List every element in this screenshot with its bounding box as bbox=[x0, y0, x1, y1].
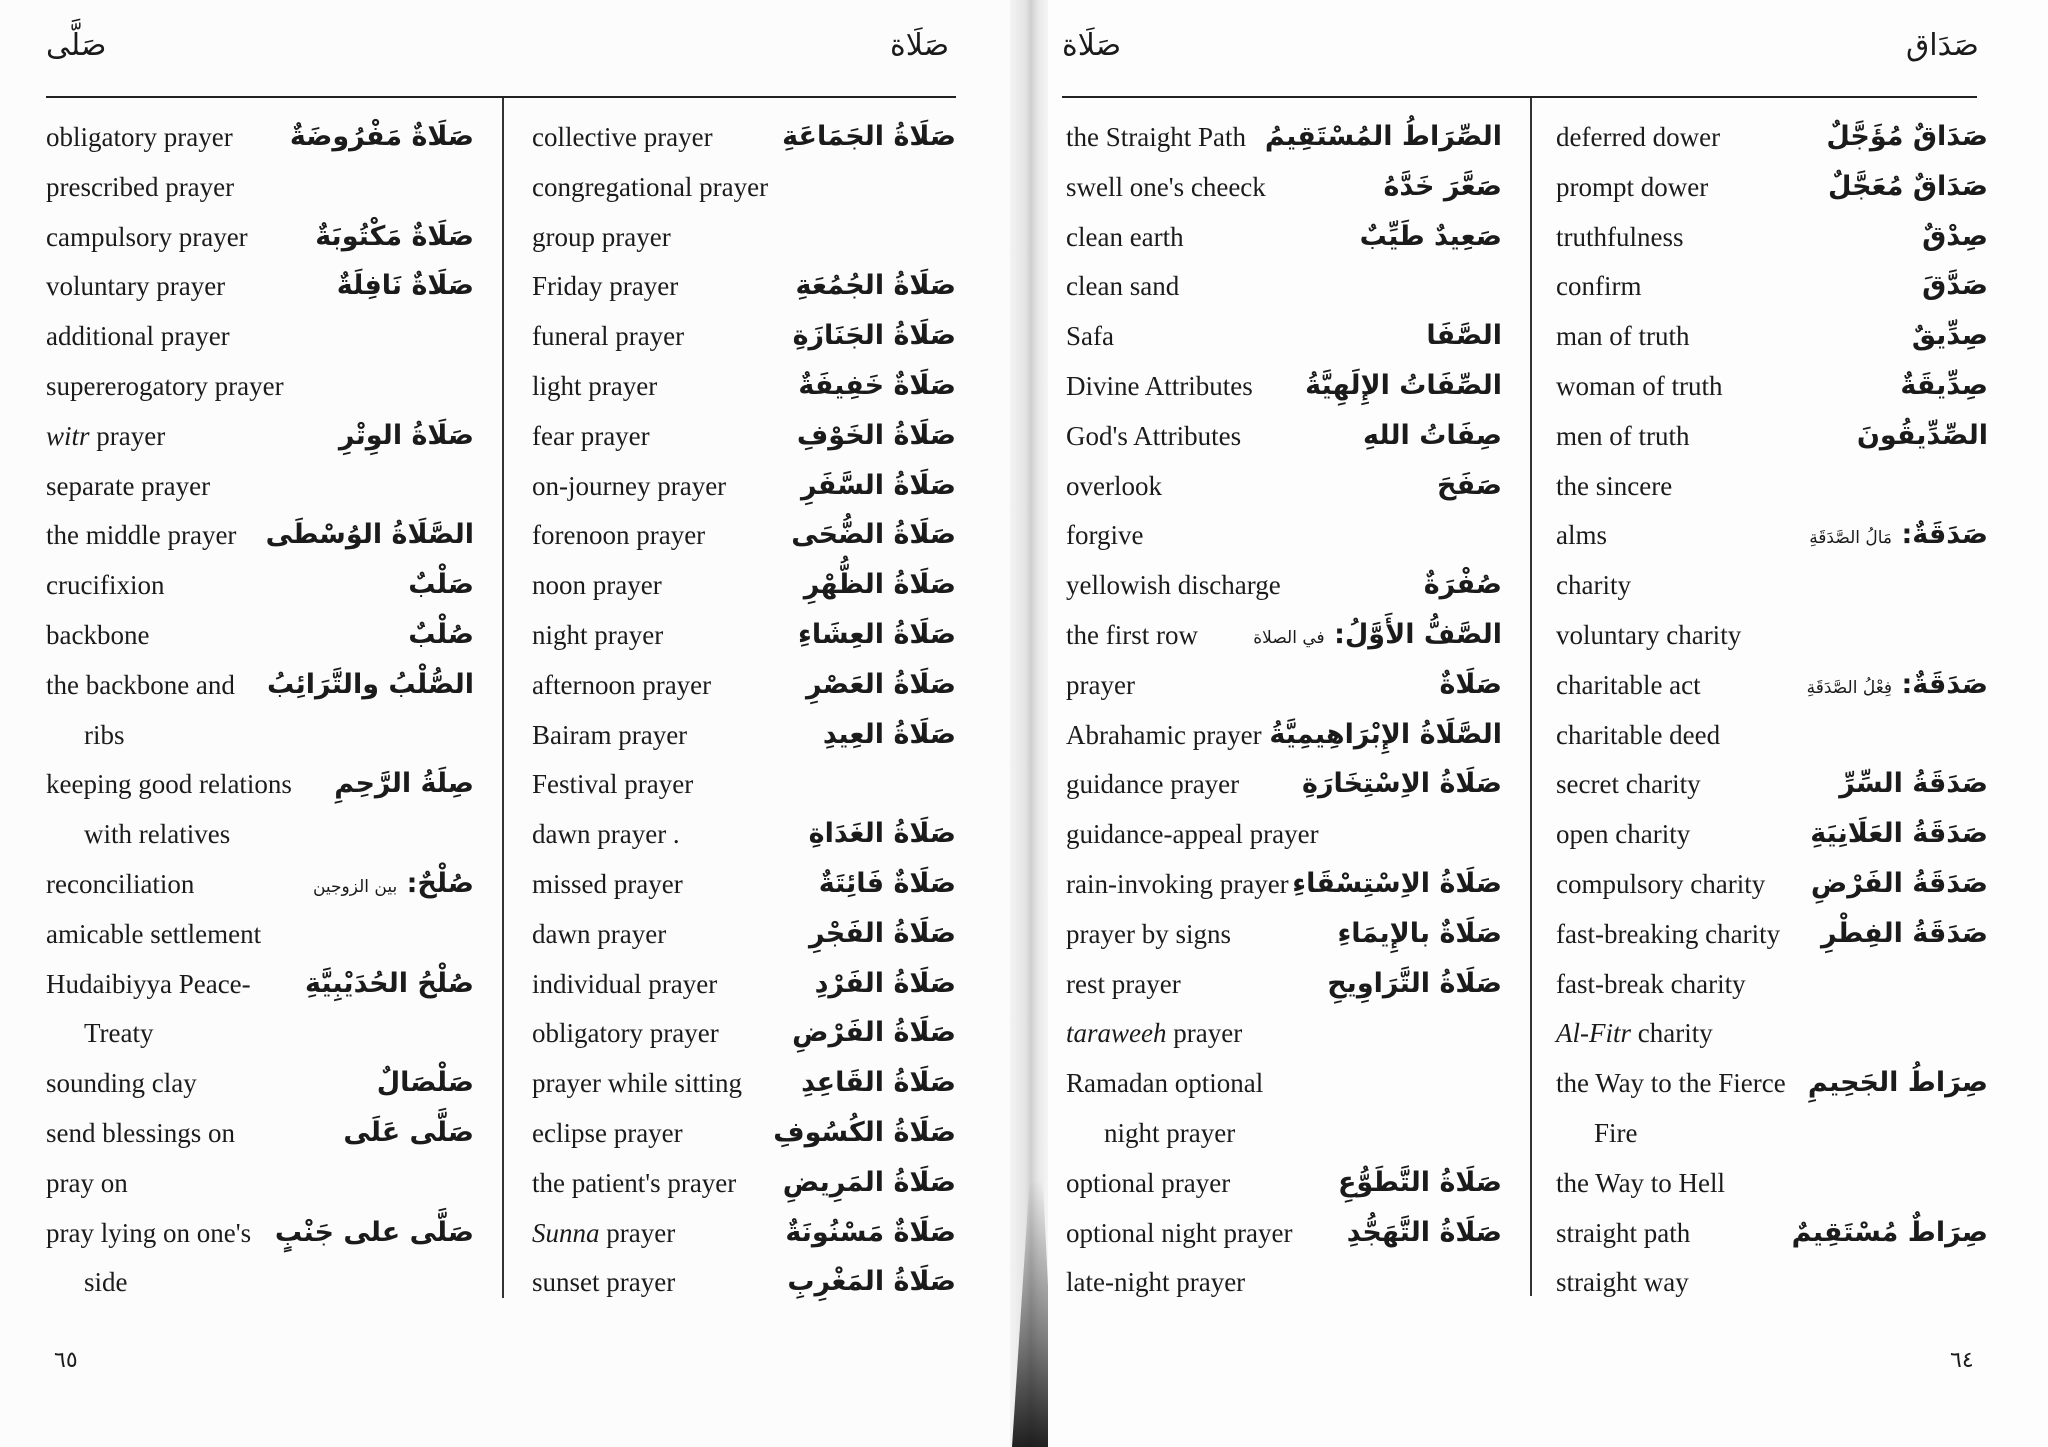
arabic-term: صَلَاةٌ فَائِتَةٌ bbox=[818, 868, 956, 899]
dictionary-entry bbox=[1556, 1265, 1988, 1315]
left-page-number: ٦٥ bbox=[54, 1348, 78, 1373]
english-term: man of truth bbox=[1556, 321, 1690, 352]
english-term: Al-Fitr charity bbox=[1556, 1018, 1713, 1049]
english-term: men of truth bbox=[1556, 420, 1690, 451]
arabic-term: صِدِّيقَةٌ bbox=[1900, 370, 1988, 401]
dictionary-entry bbox=[1066, 917, 1502, 967]
dictionary-entry bbox=[1066, 1216, 1502, 1266]
dictionary-entry bbox=[46, 1216, 474, 1266]
dictionary-entry bbox=[1556, 967, 1988, 1017]
english-term: witr prayer bbox=[46, 420, 166, 451]
english-term: yellowish discharge bbox=[1066, 570, 1281, 601]
arabic-term: صِفَاتُ اللهِ bbox=[1363, 419, 1502, 451]
dictionary-entry bbox=[1556, 1116, 1988, 1166]
english-term: optional night prayer bbox=[1066, 1217, 1293, 1248]
english-term: collective prayer bbox=[532, 122, 713, 152]
arabic-term: صَلَاةُ الفَجْرِ bbox=[808, 917, 956, 949]
dictionary-entry bbox=[532, 369, 956, 419]
english-term: rest prayer bbox=[1066, 968, 1181, 999]
english-term: reconciliation bbox=[46, 869, 195, 899]
dictionary-entry bbox=[1066, 1166, 1502, 1216]
english-term: noon prayer bbox=[532, 570, 662, 601]
dictionary-entry bbox=[1556, 1066, 1988, 1116]
arabic-term: صُلْبٌ bbox=[408, 619, 474, 650]
arabic-term-note: مَالُ الصَّدَقَةِ bbox=[1809, 528, 1893, 549]
arabic-term: صَلَاةٌ مَفْرُوضَةٌ bbox=[289, 121, 474, 152]
arabic-term: صِدِّيقٌ bbox=[1911, 320, 1988, 352]
arabic-term: صَلَاةُ الضُّحَى bbox=[791, 519, 956, 551]
arabic-term: صَدَاقٌ مُؤَجَّلٌ bbox=[1826, 121, 1988, 152]
arabic-term: صَلَاةُ العِيدِ bbox=[822, 718, 956, 750]
dictionary-entry bbox=[46, 518, 474, 568]
arabic-term: صَلَاةُ الجُمُعَةِ bbox=[795, 270, 956, 302]
english-term: prayer while sitting bbox=[532, 1068, 742, 1099]
dictionary-entry bbox=[46, 1016, 474, 1066]
english-term: amicable settlement bbox=[46, 918, 262, 949]
dictionary-entry bbox=[1556, 419, 1988, 469]
dictionary-entry bbox=[1556, 269, 1988, 319]
dictionary-entry bbox=[532, 817, 956, 867]
dictionary-entry bbox=[1556, 718, 1988, 768]
english-term: deferred dower bbox=[1556, 122, 1721, 152]
english-term: Ramadan optional bbox=[1066, 1068, 1264, 1099]
english-term: charitable deed bbox=[1556, 719, 1721, 750]
english-term: congregational prayer bbox=[532, 171, 769, 202]
right-page-header-last-word: صَلَاة bbox=[1062, 28, 1122, 63]
english-term: overlook bbox=[1066, 470, 1162, 501]
dictionary-entry bbox=[532, 1066, 956, 1116]
english-term: God's Attributes bbox=[1066, 420, 1242, 451]
dictionary-entry bbox=[532, 618, 956, 668]
english-term: fast-breaking charity bbox=[1556, 918, 1781, 949]
dictionary-entry bbox=[532, 1216, 956, 1266]
dictionary-entry bbox=[1066, 1116, 1502, 1166]
dictionary-entry bbox=[532, 220, 956, 270]
arabic-term: صَلَّى على جَنْبٍ bbox=[274, 1216, 474, 1248]
dictionary-entry bbox=[46, 170, 474, 220]
dictionary-entry bbox=[1556, 668, 1988, 718]
dictionary-entry bbox=[1066, 1265, 1502, 1315]
dictionary-entry bbox=[1066, 568, 1502, 618]
english-term: Hudaibiyya Peace- bbox=[46, 968, 251, 999]
dictionary-entry bbox=[1066, 817, 1502, 867]
english-term: the Way to Hell bbox=[1556, 1167, 1726, 1198]
arabic-term: الصَّلَاةُ الإِبْرَاهِيمِيَّةُ bbox=[1269, 718, 1502, 750]
arabic-term: صَلَاةٌ بالإِيمَاءِ bbox=[1337, 917, 1502, 949]
dictionary-entry bbox=[1556, 170, 1988, 220]
dictionary-entry bbox=[532, 668, 956, 718]
arabic-term: صَلَاةٌ bbox=[1439, 668, 1502, 700]
arabic-term: صَلَاةُ التَّهَجُّدِ bbox=[1346, 1216, 1502, 1248]
english-term: prayer bbox=[1066, 669, 1135, 700]
english-term: voluntary prayer bbox=[46, 271, 226, 302]
dictionary-entry bbox=[46, 220, 474, 270]
english-term: compulsory charity bbox=[1556, 869, 1766, 899]
english-term: voluntary charity bbox=[1556, 620, 1742, 650]
arabic-headword: صُلْحٌ: bbox=[406, 868, 474, 899]
dictionary-entry bbox=[46, 917, 474, 967]
dictionary-entry bbox=[532, 419, 956, 469]
dictionary-entry bbox=[1066, 518, 1502, 568]
arabic-term: صَدَاقٌ مُعَجَّلٌ bbox=[1828, 170, 1988, 202]
english-term: individual prayer bbox=[532, 968, 718, 999]
dictionary-entry bbox=[1066, 767, 1502, 817]
arabic-term: صَعِيدٌ طَيِّبٌ bbox=[1359, 220, 1502, 252]
english-term: the Way to the Fierce bbox=[1556, 1068, 1786, 1099]
dictionary-entry bbox=[46, 967, 474, 1017]
english-term: guidance-appeal prayer bbox=[1066, 819, 1319, 850]
dictionary-entry bbox=[1556, 1166, 1988, 1216]
dictionary-entry bbox=[1556, 767, 1988, 817]
english-term: side bbox=[84, 1267, 128, 1298]
english-term: prayer by signs bbox=[1066, 918, 1231, 949]
english-term: Festival prayer bbox=[532, 769, 694, 800]
arabic-term: صَدَقَةُ السِّرِّ bbox=[1839, 768, 1988, 800]
dictionary-entry bbox=[532, 469, 956, 519]
english-term: the first row bbox=[1066, 620, 1198, 650]
dictionary-entry bbox=[46, 767, 474, 817]
english-term: optional prayer bbox=[1066, 1167, 1231, 1198]
dictionary-entry bbox=[1556, 469, 1988, 519]
arabic-term: صَعَّرَ خَدَّهُ bbox=[1383, 170, 1502, 202]
dictionary-entry bbox=[46, 1066, 474, 1116]
arabic-term: صَدَقَةُ الفَرْضِ bbox=[1810, 868, 1988, 899]
dictionary-entry bbox=[532, 1016, 956, 1066]
english-term: woman of truth bbox=[1556, 371, 1723, 401]
dictionary-entry bbox=[1556, 369, 1988, 419]
dictionary-entry bbox=[1556, 220, 1988, 270]
arabic-term: صَلَاةُ المَغْرِبِ bbox=[787, 1266, 956, 1298]
arabic-term: صَلَاةُ الغَدَاةِ bbox=[808, 818, 956, 850]
right-page-header-first-word: صَدَاق bbox=[1906, 28, 1979, 63]
left-header-rule bbox=[46, 96, 956, 98]
arabic-term: صَلَاةُ الكُسُوفِ bbox=[773, 1117, 956, 1148]
dictionary-entry bbox=[1556, 1016, 1988, 1066]
arabic-term bbox=[1253, 618, 1502, 655]
dictionary-entry bbox=[46, 419, 474, 469]
english-term: charity bbox=[1556, 570, 1631, 601]
english-term: confirm bbox=[1556, 271, 1642, 302]
english-term: open charity bbox=[1556, 819, 1691, 850]
dictionary-entry bbox=[1066, 718, 1502, 768]
arabic-term: الصُّلْبُ والتَّرَائِبُ bbox=[267, 668, 474, 700]
dictionary-entry bbox=[1066, 867, 1502, 917]
arabic-term: صَلَاةُ الفَرْدِ bbox=[814, 967, 956, 999]
dictionary-entry bbox=[532, 120, 956, 170]
english-term: backbone bbox=[46, 620, 150, 650]
english-term: rain-invoking prayer bbox=[1066, 869, 1289, 899]
dictionary-entry bbox=[532, 518, 956, 568]
dictionary-entry bbox=[1556, 568, 1988, 618]
english-term: light prayer bbox=[532, 371, 658, 401]
arabic-term: صَلَاةٌ نَافِلَةٌ bbox=[336, 270, 474, 302]
dictionary-entry bbox=[532, 1265, 956, 1315]
arabic-term: الصَّفَا bbox=[1426, 320, 1502, 352]
dictionary-entry bbox=[1556, 817, 1988, 867]
dictionary-entry bbox=[532, 967, 956, 1017]
dictionary-entry bbox=[46, 867, 474, 917]
dictionary-entry bbox=[46, 269, 474, 319]
english-term: the middle prayer bbox=[46, 520, 237, 551]
dictionary-entry bbox=[1066, 369, 1502, 419]
english-term: missed prayer bbox=[532, 869, 683, 899]
arabic-term: صَفَحَ bbox=[1437, 469, 1502, 501]
english-term: fast-break charity bbox=[1556, 968, 1746, 999]
arabic-term: صَلَاةُ الاِسْتِسْقَاءِ bbox=[1292, 868, 1502, 899]
arabic-term-note: في الصلاة bbox=[1253, 628, 1325, 648]
arabic-term: صَلَاةُ العَصْرِ bbox=[806, 668, 956, 700]
arabic-term: صُفْرَةٌ bbox=[1423, 569, 1502, 601]
dictionary-entry bbox=[46, 469, 474, 519]
dictionary-entry bbox=[1066, 220, 1502, 270]
english-term: pray lying on one's bbox=[46, 1217, 252, 1248]
dictionary-entry bbox=[532, 568, 956, 618]
arabic-headword: الصَّفُّ الأَوَّلُ: bbox=[1334, 619, 1502, 650]
english-term: the patient's prayer bbox=[532, 1167, 737, 1198]
english-term: late-night prayer bbox=[1066, 1267, 1246, 1298]
dictionary-entry bbox=[46, 1166, 474, 1216]
arabic-term: صَلَاةُ الجَمَاعَةِ bbox=[782, 121, 956, 152]
arabic-term: صَدَّقَ bbox=[1922, 270, 1988, 302]
arabic-term: صَلَاةُ التَّرَاوِيحِ bbox=[1327, 967, 1502, 999]
arabic-term: صَلَاةُ التَّطَوُّعِ bbox=[1337, 1166, 1502, 1198]
right-column-divider bbox=[1530, 98, 1532, 1296]
dictionary-entry bbox=[532, 1166, 956, 1216]
english-term: separate prayer bbox=[46, 470, 211, 501]
english-term: sounding clay bbox=[46, 1068, 197, 1099]
dictionary-entry bbox=[1066, 1066, 1502, 1116]
arabic-term bbox=[1809, 518, 1988, 555]
arabic-term: صَلَاةُ العِشَاءِ bbox=[798, 619, 956, 650]
english-term: dawn prayer bbox=[532, 918, 667, 949]
english-term: obligatory prayer bbox=[46, 122, 233, 152]
english-term: Fire bbox=[1594, 1118, 1638, 1148]
dictionary-entry bbox=[46, 120, 474, 170]
arabic-term: الصِّرَاطُ المُسْتَقِيمُ bbox=[1264, 121, 1502, 152]
english-term: alms bbox=[1556, 520, 1607, 551]
dictionary-entry bbox=[1066, 469, 1502, 519]
dictionary-entry bbox=[1066, 967, 1502, 1017]
arabic-term: صَلَاةٌ مَكْتُوبَةٌ bbox=[315, 220, 474, 252]
english-term: prompt dower bbox=[1556, 171, 1709, 202]
english-term: send blessings on bbox=[46, 1118, 235, 1148]
left-page-header-last-word: صَلَاة bbox=[890, 28, 950, 63]
arabic-term: صَلَاةُ المَرِيضِ bbox=[782, 1166, 956, 1198]
english-term: Divine Attributes bbox=[1066, 371, 1253, 401]
right-header-rule bbox=[1062, 96, 1977, 98]
dictionary-entry bbox=[46, 568, 474, 618]
dictionary-entry bbox=[1556, 518, 1988, 568]
english-term: forenoon prayer bbox=[532, 520, 706, 551]
dictionary-entry bbox=[1066, 120, 1502, 170]
dictionary-entry bbox=[1066, 319, 1502, 369]
arabic-term: صَلَاةُ الخَوْفِ bbox=[796, 419, 956, 451]
english-term: crucifixion bbox=[46, 570, 165, 601]
arabic-term: صَلَاةٌ خَفِيفَةٌ bbox=[798, 370, 956, 401]
dictionary-entry bbox=[532, 269, 956, 319]
english-term: Treaty bbox=[84, 1018, 154, 1049]
arabic-term: صَلَاةٌ مَسْنُونَةٌ bbox=[785, 1216, 956, 1248]
english-term: clean sand bbox=[1066, 271, 1180, 302]
english-term: truthfulness bbox=[1556, 221, 1684, 252]
english-term: group prayer bbox=[532, 221, 671, 252]
arabic-term: صَلَاةُ الظُّهْرِ bbox=[803, 569, 956, 601]
arabic-term: الصِّفَاتُ الإِلَهِيَّةُ bbox=[1305, 370, 1502, 401]
left-column-divider bbox=[502, 98, 504, 1298]
english-term: Friday prayer bbox=[532, 271, 679, 302]
dictionary-entry bbox=[1066, 618, 1502, 668]
dictionary-entry bbox=[532, 917, 956, 967]
dictionary-entry bbox=[46, 369, 474, 419]
arabic-term: صَلَاةُ السَّفَرِ bbox=[800, 469, 956, 501]
english-term: Sunna prayer bbox=[532, 1217, 676, 1248]
english-term: Abrahamic prayer bbox=[1066, 719, 1262, 750]
english-term: prescribed prayer bbox=[46, 171, 235, 202]
english-term: forgive bbox=[1066, 520, 1144, 551]
english-term: straight way bbox=[1556, 1267, 1689, 1298]
arabic-term-note: بين الزوجين bbox=[312, 877, 398, 897]
english-term: the sincere bbox=[1556, 470, 1673, 501]
english-term: with relatives bbox=[84, 819, 231, 850]
arabic-term: صَلْبٌ bbox=[408, 569, 474, 601]
dictionary-entry bbox=[46, 319, 474, 369]
english-term: night prayer bbox=[1104, 1118, 1236, 1148]
dictionary-entry bbox=[532, 1116, 956, 1166]
english-term: Bairam prayer bbox=[532, 719, 688, 750]
english-term: straight path bbox=[1556, 1217, 1691, 1248]
arabic-term: صُلْحُ الحُدَيْبِيَّةِ bbox=[305, 967, 474, 999]
english-term: clean earth bbox=[1066, 221, 1184, 252]
english-term: guidance prayer bbox=[1066, 769, 1240, 800]
dictionary-entry bbox=[46, 1116, 474, 1166]
english-term: night prayer bbox=[532, 620, 664, 650]
dictionary-entry bbox=[1066, 170, 1502, 220]
english-term: additional prayer bbox=[46, 321, 230, 352]
english-term: charitable act bbox=[1556, 669, 1701, 700]
arabic-term: صَلَاةُ القَاعِدِ bbox=[801, 1067, 956, 1099]
right-page-number: ٦٤ bbox=[1950, 1348, 1974, 1373]
arabic-term bbox=[313, 867, 474, 904]
english-term: taraweeh prayer bbox=[1066, 1018, 1243, 1049]
dictionary-entry bbox=[532, 319, 956, 369]
arabic-term: الصِّدِّيقُونَ bbox=[1856, 419, 1988, 451]
english-term: supererogatory prayer bbox=[46, 371, 284, 401]
arabic-term: صَدَقَةُ العَلَانِيَةِ bbox=[1810, 818, 1988, 850]
english-term: pray on bbox=[46, 1167, 128, 1198]
english-term: the backbone and bbox=[46, 669, 235, 700]
arabic-headword: صَدَقَةٌ: bbox=[1901, 519, 1988, 551]
dictionary-entry bbox=[1556, 120, 1988, 170]
dictionary-entry bbox=[532, 718, 956, 768]
english-term: obligatory prayer bbox=[532, 1018, 719, 1049]
arabic-term: صَلَاةُ الاِسْتِخَارَةِ bbox=[1302, 768, 1502, 800]
dictionary-entry bbox=[1066, 419, 1502, 469]
arabic-headword: صَدَقَةٌ: bbox=[1901, 668, 1988, 700]
english-term: afternoon prayer bbox=[532, 669, 712, 700]
english-term: fear prayer bbox=[532, 420, 650, 451]
dictionary-entry bbox=[1556, 917, 1988, 967]
english-term: campulsory prayer bbox=[46, 221, 248, 252]
left-page-header-first-word: صَلَّى bbox=[46, 28, 107, 63]
english-term: ribs bbox=[84, 719, 125, 750]
arabic-term: صِرَاطٌ مُسْتَقِيمٌ bbox=[1791, 1216, 1988, 1248]
english-term: secret charity bbox=[1556, 769, 1701, 800]
dictionary-entry bbox=[1066, 1016, 1502, 1066]
arabic-term: صِرَاطُ الجَحِيمِ bbox=[1807, 1067, 1988, 1099]
arabic-term: صِلَةُ الرَّحِمِ bbox=[334, 768, 474, 800]
english-term: eclipse prayer bbox=[532, 1118, 683, 1148]
dictionary-entry bbox=[1556, 618, 1988, 668]
arabic-term: صَدَقَةُ الفِطْرِ bbox=[1820, 917, 1988, 949]
dictionary-entry bbox=[1066, 269, 1502, 319]
english-term: sunset prayer bbox=[532, 1267, 676, 1298]
dictionary-entry bbox=[46, 817, 474, 867]
dictionary-entry bbox=[46, 718, 474, 768]
dictionary-entry bbox=[46, 1265, 474, 1315]
arabic-term: صَلَاةُ الفَرْضِ bbox=[792, 1017, 956, 1049]
arabic-term: صِدْقٌ bbox=[1922, 220, 1988, 252]
dictionary-entry bbox=[1556, 867, 1988, 917]
arabic-term: صَلْصَالٌ bbox=[376, 1067, 474, 1099]
arabic-term bbox=[1807, 668, 1988, 705]
arabic-term-note: فِعْلُ الصَّدَقَةِ bbox=[1806, 677, 1893, 698]
dictionary-entry bbox=[532, 170, 956, 220]
english-term: dawn prayer . bbox=[532, 819, 680, 850]
dictionary-entry bbox=[1556, 1216, 1988, 1266]
dictionary-entry bbox=[1066, 668, 1502, 718]
english-term: the Straight Path bbox=[1066, 122, 1246, 152]
english-term: on-journey prayer bbox=[532, 470, 727, 501]
english-term: funeral prayer bbox=[532, 321, 685, 352]
english-term: Safa bbox=[1066, 321, 1114, 352]
arabic-term: الصَّلَاةُ الوُسْطَى bbox=[265, 519, 474, 551]
dictionary-entry bbox=[1556, 319, 1988, 369]
english-term: swell one's cheeck bbox=[1066, 171, 1266, 202]
dictionary-entry bbox=[532, 867, 956, 917]
arabic-term: صَلَّى عَلَى bbox=[343, 1117, 474, 1148]
arabic-term: صَلَاةُ الوِتْرِ bbox=[338, 419, 474, 451]
dictionary-entry bbox=[46, 668, 474, 718]
arabic-term: صَلَاةُ الجَنَازَةِ bbox=[792, 320, 956, 352]
dictionary-entry bbox=[46, 618, 474, 668]
english-term: keeping good relations bbox=[46, 769, 292, 800]
dictionary-entry bbox=[532, 767, 956, 817]
